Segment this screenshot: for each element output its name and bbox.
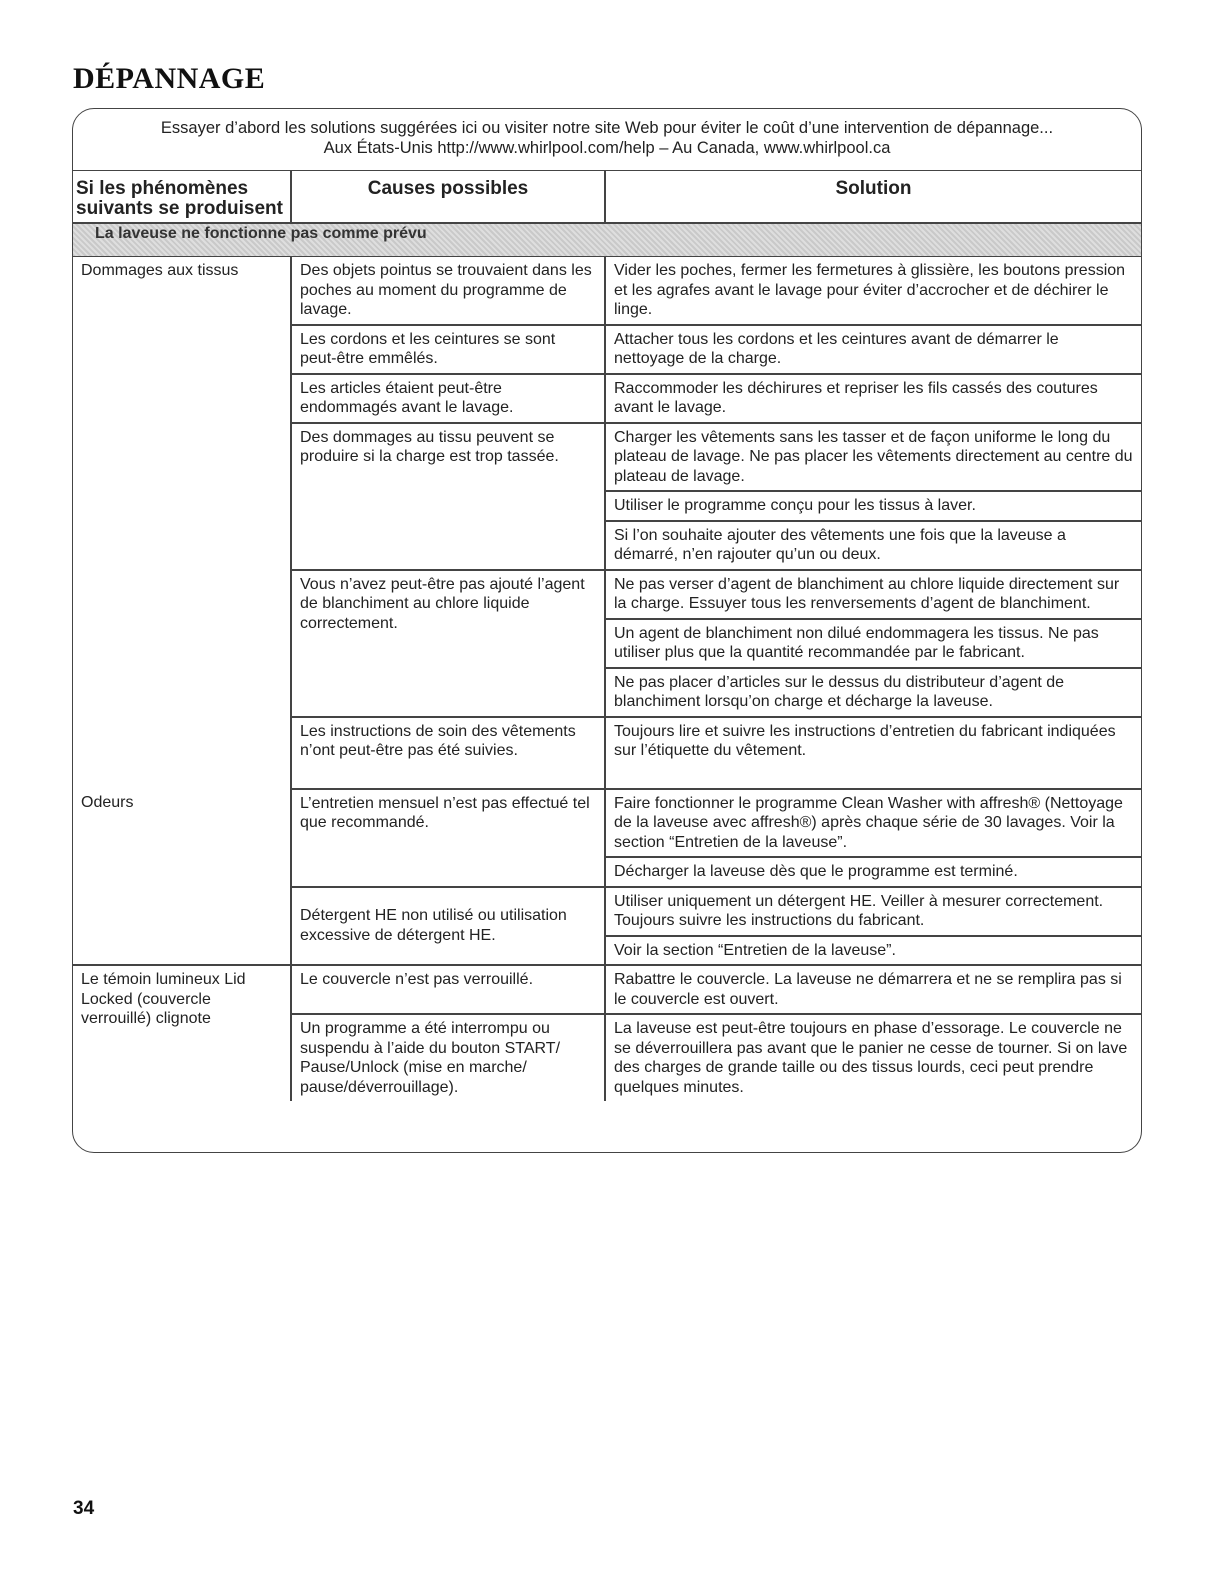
intro-text bbox=[73, 109, 1141, 171]
solution-cell: Toujours lire et suivre les instructions d’entretien du fabricant indiquées sur l’étiquette du vêtement. bbox=[605, 717, 1141, 789]
page-number: 34 bbox=[73, 1498, 95, 1519]
header-solution: Solution bbox=[605, 171, 1141, 223]
cause-cell: L’entretien mensuel n’est pas effectué tel que recommandé. bbox=[291, 789, 605, 887]
troubleshooting-frame bbox=[72, 108, 1142, 1153]
intro-line-urls: Aux États-Unis http://www.whirlpool.com/help – Au Canada, www.whirlpool.ca bbox=[323, 139, 891, 157]
cause-cell: Vous n’avez peut-être pas ajouté l’agent de blanchiment au chlore liquide correctement. bbox=[291, 570, 605, 717]
solution-cell: Ne pas verser d’agent de blanchiment au chlore liquide directement sur la charge. Essuyer tous les renversements d’agent de blanchiment. bbox=[605, 570, 1141, 619]
header-cause: Causes possibles bbox=[291, 171, 605, 223]
intro-line: Essayer d’abord les solutions suggérées ici ou visiter notre site Web pour éviter le coût d’une intervention de dépannage... bbox=[160, 119, 1054, 137]
cause-cell: Des dommages au tissu peuvent se produire si la charge est trop tassée. bbox=[291, 423, 605, 570]
cause-cell: Un programme a été interrompu ou suspendu à l’aide du bouton START/ Pause/Unlock (mise en marche/ pause/déverrouillage). bbox=[291, 1014, 605, 1101]
solution-cell: Raccommoder les déchirures et repriser les fils cassés des coutures avant le lavage. bbox=[605, 374, 1141, 423]
solution-cell: Voir la section “Entretien de la laveuse”. bbox=[605, 936, 1141, 966]
troubleshooting-table bbox=[73, 171, 1141, 1101]
solution-cell: Un agent de blanchiment non dilué endommagera les tissus. Ne pas utiliser plus que la quantité recommandée par le fabricant. bbox=[605, 619, 1141, 668]
table-row bbox=[73, 965, 1141, 1014]
cause-cell: Détergent HE non utilisé ou utilisation excessive de détergent HE. bbox=[291, 887, 605, 966]
solution-cell: Utiliser le programme conçu pour les tissus à laver. bbox=[605, 491, 1141, 521]
solution-cell: Ne pas placer d’articles sur le dessus du distributeur d’agent de blanchiment lorsqu’on charge et décharge la laveuse. bbox=[605, 668, 1141, 717]
solution-cell: Utiliser uniquement un détergent HE. Veiller à mesurer correctement. Toujours suivre les instructions du fabricant. bbox=[605, 887, 1141, 936]
solution-cell: Si l’on souhaite ajouter des vêtements une fois que la laveuse a démarré, n’en rajouter qu’un ou deux. bbox=[605, 521, 1141, 570]
cause-cell: Les articles étaient peut-être endommagés avant le lavage. bbox=[291, 374, 605, 423]
table-header-row bbox=[73, 171, 1141, 223]
solution-cell: Charger les vêtements sans les tasser et de façon uniforme le long du plateau de lavage. Ne pas placer les vêtements directement au centre du plateau de lavage. bbox=[605, 423, 1141, 492]
cause-cell: Les cordons et les ceintures se sont peut-être emmêlés. bbox=[291, 325, 605, 374]
table-row bbox=[73, 257, 1141, 325]
page-title: DÉPANNAGE bbox=[73, 62, 266, 95]
solution-cell: Décharger la laveuse dès que le programme est terminé. bbox=[605, 857, 1141, 887]
cause-cell: Des objets pointus se trouvaient dans les poches au moment du programme de lavage. bbox=[291, 257, 605, 325]
cause-cell: Le couvercle n’est pas verrouillé. bbox=[291, 965, 605, 1014]
solution-cell: Faire fonctionner le programme Clean Washer with affresh® (Nettoyage de la laveuse avec affresh®) après chaque série de 30 lavages. Voir la section “Entretien de la laveuse”. bbox=[605, 789, 1141, 858]
table-row bbox=[73, 789, 1141, 858]
solution-cell: Attacher tous les cordons et les ceintures avant de démarrer le nettoyage de la charge. bbox=[605, 325, 1141, 374]
solution-cell: Rabattre le couvercle. La laveuse ne démarrera et ne se remplira pas si le couvercle est ouvert. bbox=[605, 965, 1141, 1014]
section-title: La laveuse ne fonctionne pas comme prévu bbox=[73, 223, 1141, 257]
solution-cell: Vider les poches, fermer les fermetures à glissière, les boutons pression et les agrafes avant le lavage pour éviter d’accrocher et de déchirer le linge. bbox=[605, 257, 1141, 325]
symptom-cell: Odeurs bbox=[73, 789, 291, 966]
solution-cell: La laveuse est peut-être toujours en phase d’essorage. Le couvercle ne se déverrouillera pas avant que le panier ne cesse de tourner. Si on lave des charges de grande taille ou des tissus lourds, ceci peut prendre quelques minutes. bbox=[614, 1020, 1128, 1096]
header-symptom: Si les phénomènes suivants se produisent bbox=[73, 171, 291, 223]
cause-cell: Les instructions de soin des vêtements n’ont peut-être pas été suivies. bbox=[291, 717, 605, 789]
symptom-cell: Le témoin lumineux Lid Locked (couvercle verrouillé) clignote bbox=[73, 965, 291, 1101]
symptom-cell: Dommages aux tissus bbox=[73, 257, 291, 789]
section-row bbox=[73, 223, 1141, 257]
